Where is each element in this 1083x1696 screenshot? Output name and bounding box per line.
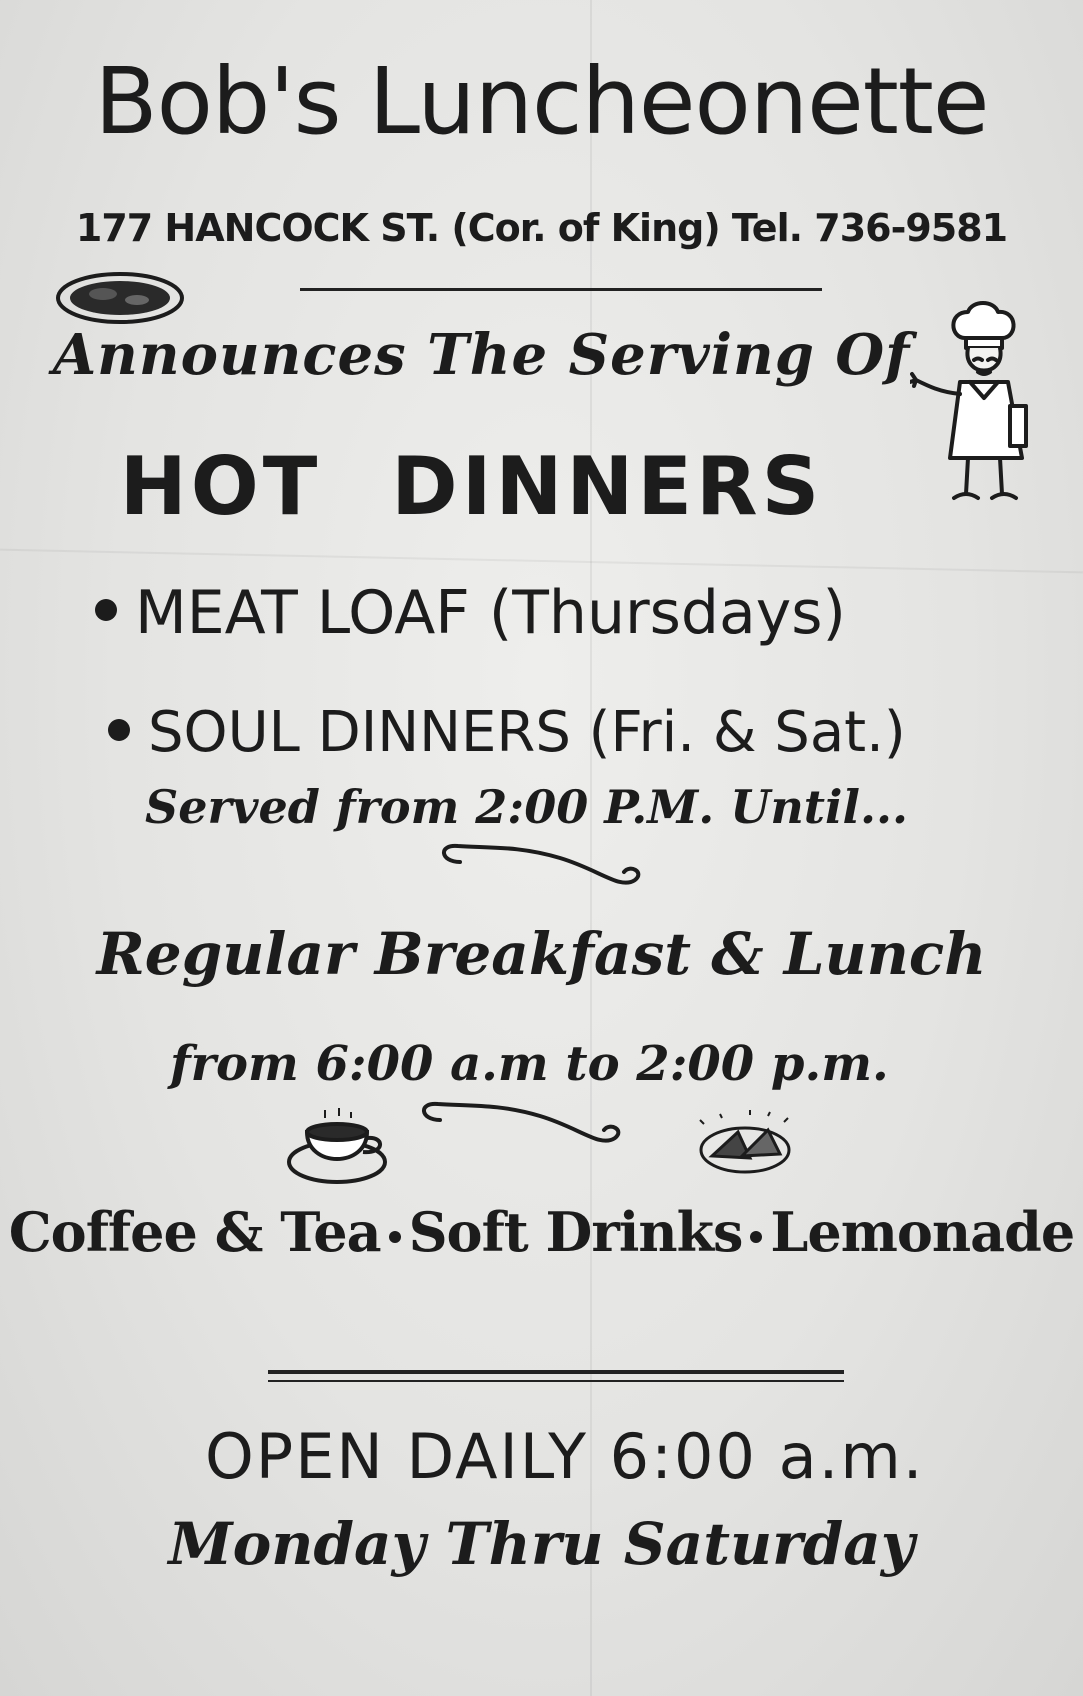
drink-item: Lemonade [770, 1200, 1075, 1264]
sandwich-icon [690, 1110, 800, 1180]
regular-meals: Regular Breakfast & Lunch [96, 920, 987, 988]
hot-dinners-headline [0, 440, 1083, 533]
menu-item-label: MEAT LOAF (Thursdays) [135, 578, 846, 648]
separator-dot-icon [389, 1231, 401, 1243]
regular-hours: from 6:00 a.m to 2:00 p.m. [170, 1036, 889, 1092]
open-days: Monday Thru Saturday [168, 1510, 915, 1578]
bullet-icon [95, 599, 117, 621]
plate-icon [55, 270, 185, 326]
double-rule-top [268, 1370, 844, 1374]
drinks-line [0, 1200, 1083, 1264]
divider-line [300, 288, 822, 291]
separator-dot-icon [750, 1231, 762, 1243]
menu-item [95, 578, 846, 648]
headline-hot: HOT [119, 440, 322, 533]
flyer-title: Bob's Luncheonette [94, 48, 989, 155]
paper-fold-horizontal [0, 549, 1083, 574]
swash-ornament-icon [430, 840, 650, 900]
drink-item: Coffee & Tea [8, 1200, 381, 1264]
address-line: 177 HANCOCK ST. (Cor. of King) Tel. 736-9581 [75, 206, 1008, 250]
open-daily: OPEN DAILY 6:00 a.m. [205, 1420, 925, 1493]
menu-item-label: SOUL DINNERS (Fri. & Sat.) [148, 700, 906, 765]
drink-item: Soft Drinks [408, 1200, 743, 1264]
bullet-icon [108, 719, 130, 741]
menu-item [108, 700, 906, 765]
served-note: Served from 2:00 P.M. Until... [145, 780, 909, 834]
swash-ornament-icon [410, 1098, 630, 1158]
announces-text: Announces The Serving Of [52, 322, 911, 388]
headline-dinners: DINNERS [391, 440, 824, 533]
coffee-cup-icon [285, 1108, 395, 1188]
double-rule-bottom [268, 1380, 844, 1382]
